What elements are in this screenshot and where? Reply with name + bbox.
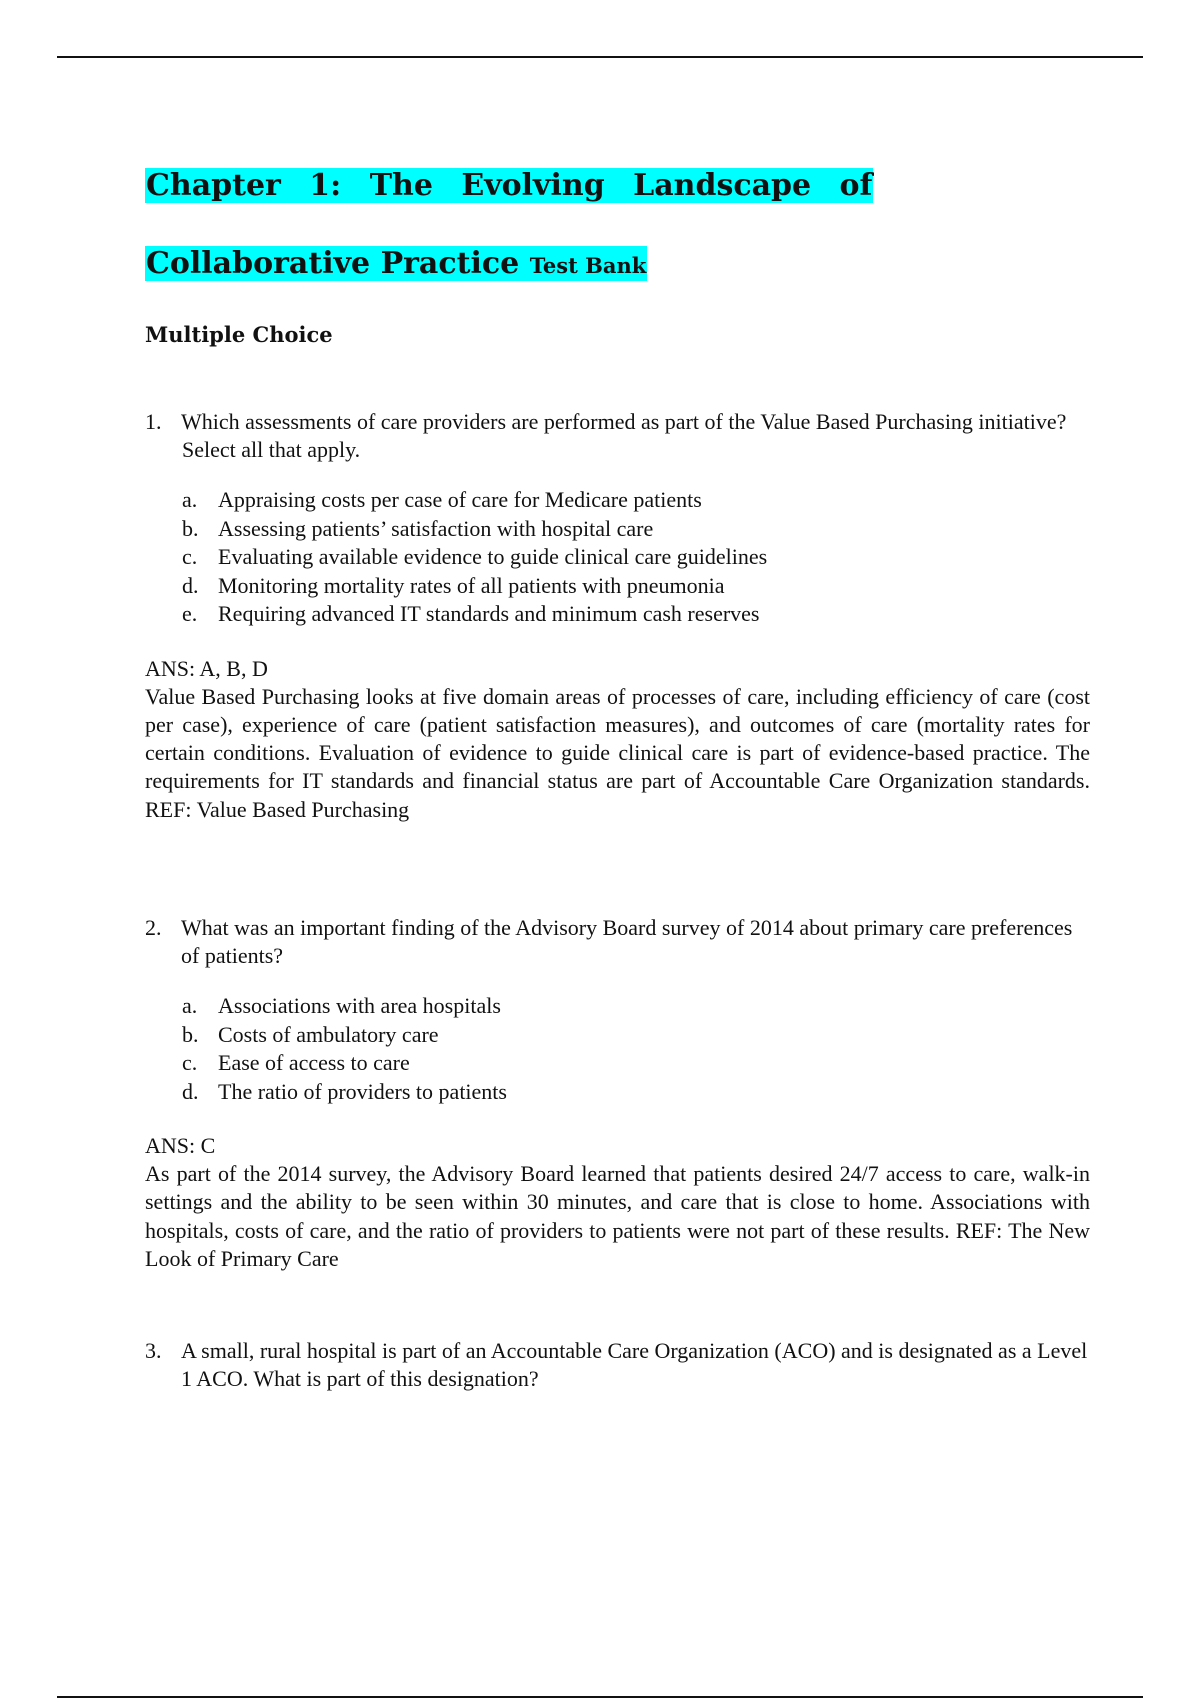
- answer-key: ANS: C: [145, 1133, 216, 1158]
- option-letter: a.: [182, 487, 198, 512]
- list-item: [182, 572, 1090, 601]
- options-list: [182, 992, 1090, 1106]
- option-text: Assessing patients’ satisfaction with hospital care: [218, 515, 654, 541]
- list-item: [182, 486, 1090, 515]
- option-letter: d.: [182, 572, 199, 598]
- list-item: [182, 600, 1090, 629]
- option-text: Evaluating available evidence to guide clinical care guidelines: [218, 544, 768, 569]
- chapter-title-line-2: [145, 246, 647, 281]
- question-text: [108, 1337, 1090, 1393]
- options-list: [182, 486, 1090, 629]
- option-text: Associations with area hospitals: [218, 993, 501, 1018]
- chapter-title-line-1: Chapter 1: The Evolving Landscape of: [146, 168, 873, 203]
- option-letter: b.: [182, 1021, 199, 1047]
- question-2: [145, 914, 1090, 1273]
- list-item: [182, 1049, 1090, 1078]
- list-item: [182, 992, 1090, 1021]
- question-3-stem: [145, 1337, 1090, 1393]
- list-item: [182, 1021, 1090, 1050]
- question-number: 3.: [145, 1338, 162, 1363]
- footer-rule: [57, 1696, 1143, 1698]
- question-text-content: A small, rural hospital is part of an Accountable Care Organization (ACO) and is designated as a Level 1 ACO. What is part of this designation?: [181, 1338, 1088, 1391]
- option-letter: b.: [182, 515, 199, 541]
- option-text: Requiring advanced IT standards and minimum cash reserves: [218, 601, 760, 626]
- option-text: Ease of access to care: [218, 1050, 410, 1075]
- question-number: 2.: [145, 915, 162, 940]
- option-letter: c.: [182, 544, 198, 569]
- answer-key: ANS: A, B, D: [145, 655, 268, 681]
- question-text-content: Which assessments of care providers are performed as part of the Value Based Purchasing initiative?: [181, 409, 1067, 434]
- option-text: Appraising costs per case of care for Medicare patients: [218, 487, 702, 512]
- option-letter: e.: [182, 601, 198, 626]
- option-text: Monitoring mortality rates of all patients with pneumonia: [218, 572, 725, 598]
- question-3: [145, 1337, 1090, 1393]
- question-instruction: Select all that apply.: [182, 437, 361, 462]
- answer-rationale: Value Based Purchasing looks at five domain areas of processes of care, including efficiency of care (cost per case), experience of care (patient satisfaction measures), and outcomes of care (mortality rates for certain conditions. Evaluation of evidence to guide clinical care is part of evidence-based practice. The requirements for IT standards and financial status are part of Accountable Care Organization standards. REF: Value Based Purchasing: [145, 683, 1090, 822]
- section-heading: Multiple Choice: [145, 322, 333, 347]
- list-item: [182, 1078, 1090, 1107]
- question-1-stem: [145, 408, 1090, 464]
- answer-rationale: As part of the 2014 survey, the Advisory Board learned that patients desired 24/7 access to care, walk-in settings and the ability to be seen within 30 minutes, and care that is close to home. Associations with hospitals, costs of care, and the ratio of providers to patients were not part of these results. REF: The New Look of Primary Care: [145, 1161, 1090, 1271]
- question-2-stem: [145, 914, 1090, 970]
- option-letter: a.: [182, 993, 198, 1018]
- question-number: 1.: [145, 409, 162, 434]
- question-text: [108, 408, 1090, 436]
- chapter-title-subtitle: Test Bank: [529, 253, 647, 278]
- list-item: [182, 543, 1090, 572]
- question-1: [145, 408, 1090, 824]
- option-letter: d.: [182, 1078, 199, 1104]
- option-text: The ratio of providers to patients: [218, 1078, 507, 1104]
- header-rule: [57, 56, 1143, 58]
- chapter-title-main: Collaborative Practice: [146, 246, 520, 281]
- option-letter: c.: [182, 1050, 198, 1075]
- question-text: [108, 914, 1090, 970]
- question-text-content: What was an important finding of the Advisory Board survey of 2014 about primary care preferences of patients?: [181, 915, 1073, 968]
- option-text: Costs of ambulatory care: [218, 1021, 439, 1047]
- list-item: [182, 515, 1090, 544]
